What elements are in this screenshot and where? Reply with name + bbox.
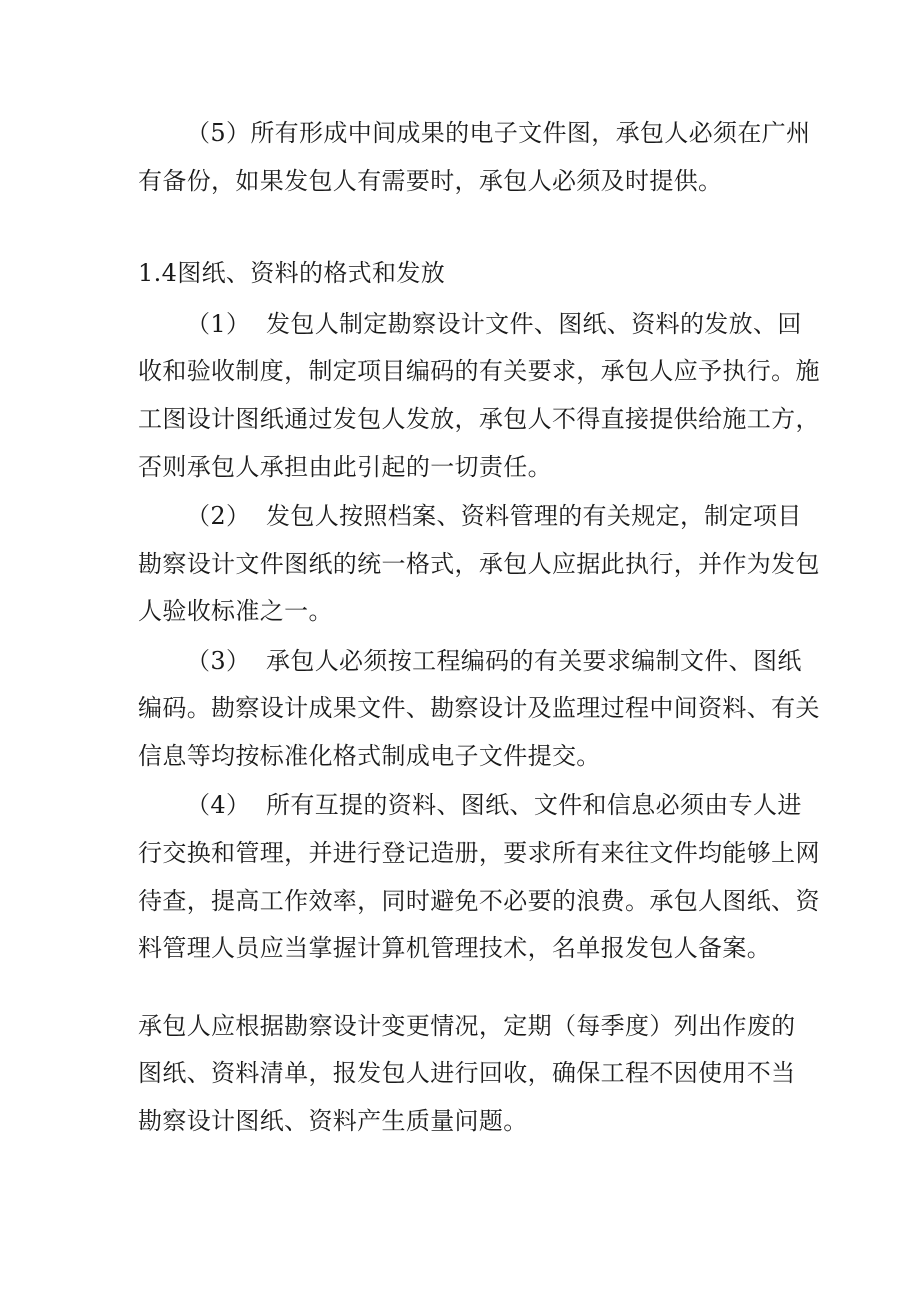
clause1-line1 bbox=[186, 309, 802, 339]
item5-line2: 有备份，如果发包人有需要时，承包人必须及时提供。 bbox=[138, 167, 723, 195]
item5-line1: （5）所有形成中间成果的电子文件图，承包人必须在广州 bbox=[186, 119, 811, 147]
clause1-line4: 否则承包人承担由此引起的一切责任。 bbox=[138, 453, 552, 481]
closing-line1: 承包人应根据勘察设计变更情况，定期（每季度）列出作废的 bbox=[138, 1012, 796, 1040]
clause4-line3: 待查，提高工作效率，同时避免不必要的浪费。承包人图纸、资 bbox=[138, 887, 820, 915]
clause4-text: 所有互提的资料、图纸、文件和信息必须由专人进 bbox=[266, 791, 802, 819]
clause3-number: （3） bbox=[186, 647, 251, 675]
clause4-number: （4） bbox=[186, 791, 251, 819]
clause2-line1 bbox=[186, 501, 802, 531]
clause2-text: 发包人按照档案、资料管理的有关规定，制定项目 bbox=[266, 502, 802, 530]
clause4-line2: 行交换和管理，并进行登记造册，要求所有来往文件均能够上网 bbox=[138, 839, 820, 867]
clause3-text: 承包人必须按工程编码的有关要求编制文件、图纸 bbox=[266, 647, 802, 675]
clause1-text: 发包人制定勘察设计文件、图纸、资料的发放、回 bbox=[266, 310, 802, 338]
section-heading: 1.4图纸、资料的格式和发放 bbox=[138, 259, 446, 287]
clause3-line1 bbox=[186, 646, 802, 676]
clause3-line2: 编码。勘察设计成果文件、勘察设计及监理过程中间资料、有关 bbox=[138, 694, 820, 722]
clause1-line2: 收和验收制度，制定项目编码的有关要求，承包人应予执行。施 bbox=[138, 357, 820, 385]
clause1-number: （1） bbox=[186, 310, 251, 338]
clause3-line3: 信息等均按标准化格式制成电子文件提交。 bbox=[138, 742, 601, 770]
clause4-line1 bbox=[186, 790, 802, 820]
clause4-line4: 料管理人员应当掌握计算机管理技术，名单报发包人备案。 bbox=[138, 934, 772, 962]
clause2-line3: 人验收标准之一。 bbox=[138, 597, 333, 625]
closing-line3: 勘察设计图纸、资料产生质量问题。 bbox=[138, 1107, 528, 1135]
clause2-number: （2） bbox=[186, 502, 251, 530]
clause1-line3: 工图设计图纸通过发包人发放，承包人不得直接提供给施工方， bbox=[138, 405, 820, 433]
closing-line2: 图纸、资料清单，报发包人进行回收，确保工程不因使用不当 bbox=[138, 1059, 796, 1087]
clause2-line2: 勘察设计文件图纸的统一格式，承包人应据此执行，并作为发包 bbox=[138, 550, 820, 578]
